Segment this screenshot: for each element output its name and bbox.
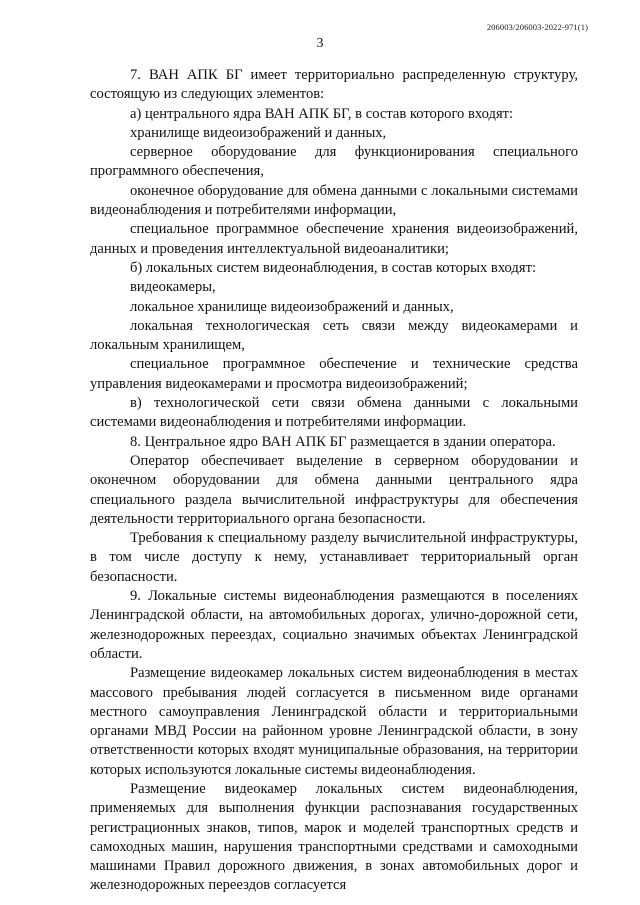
list-item: специальное программное обеспечение и технические средства управления видеокамерами и просмотра видеоизображений;	[90, 356, 578, 392]
paragraph-8: 8. Центральное ядро ВАН АПК БГ размещается в здании оператора.	[130, 433, 556, 450]
document-body	[90, 66, 578, 896]
paragraph: Оператор обеспечивает выделение в серверном оборудовании и оконечном оборудовании для обмена данными центрального ядра специального раздела вычислительной инфраструктуры для обеспечения деятельности территориального органа безопасности.	[90, 452, 578, 527]
list-item: локальное хранилище видеоизображений и данных,	[130, 298, 454, 315]
page-number: 3	[316, 36, 324, 51]
list-item: локальная технологическая сеть связи между видеокамерами и локальным хранилищем,	[90, 317, 578, 354]
paragraph-7a: а) центрального ядра ВАН АПК БГ, в состав которого входят:	[130, 105, 514, 122]
list-item: оконечное оборудование для обмена данными с локальными системами видеонаблюдения и потребителями информации,	[90, 182, 578, 219]
paragraph: Размещение видеокамер локальных систем видеонаблюдения в местах массового пребывания людей согласуется в письменном виде органами местного самоуправления Ленинградской области и территориальными органами МВД России на районном уровне Ленинградской области, в зону ответственности которых входят муниципальные образования, на территории которых используются локальные системы видеонаблюдения.	[90, 665, 578, 778]
list-item: видеокамеры,	[130, 279, 216, 296]
list-item: специальное программное обеспечение хранения видеоизображений, данных и проведения интеллектуальной видеоаналитики;	[90, 221, 578, 257]
list-item: хранилище видеоизображений и данных,	[130, 124, 387, 141]
paragraph-7-intro: 7. ВАН АПК БГ имеет территориально распределенную структуру, состоящую из следующих элементов:	[90, 67, 578, 103]
paragraph-7c: в) технологической сети связи обмена данными с локальными системами видеонаблюдения и потребителями информации.	[90, 395, 578, 431]
document-id: 206003/206003-2022-971(1)	[486, 22, 588, 32]
list-item: серверное оборудование для функционирования специального программного обеспечения,	[90, 144, 578, 180]
paragraph: Размещение видеокамер локальных систем видеонаблюдения, применяемых для выполнения функции распознавания государственных регистрационных знаков, типов, марок и моделей транспортных средств и самоходных машин, нарушения транспортными средствами и самоходными машинами Правил дорожного движения, в зонах автомобильных дорог и железнодорожных переездов согласуется	[90, 780, 578, 894]
paragraph-7b: б) локальных систем видеонаблюдения, в состав которых входят:	[130, 259, 537, 276]
paragraph: Требования к специальному разделу вычислительной инфраструктуры, в том числе доступу к нему, устанавливает территориальный орган безопасности.	[90, 530, 578, 585]
paragraph-9: 9. Локальные системы видеонаблюдения размещаются в поселениях Ленинградской области, на автомобильных дорогах, улично-дорожной сети, железнодорожных переездах, социально значимых объектах Ленинградской области.	[90, 588, 578, 662]
